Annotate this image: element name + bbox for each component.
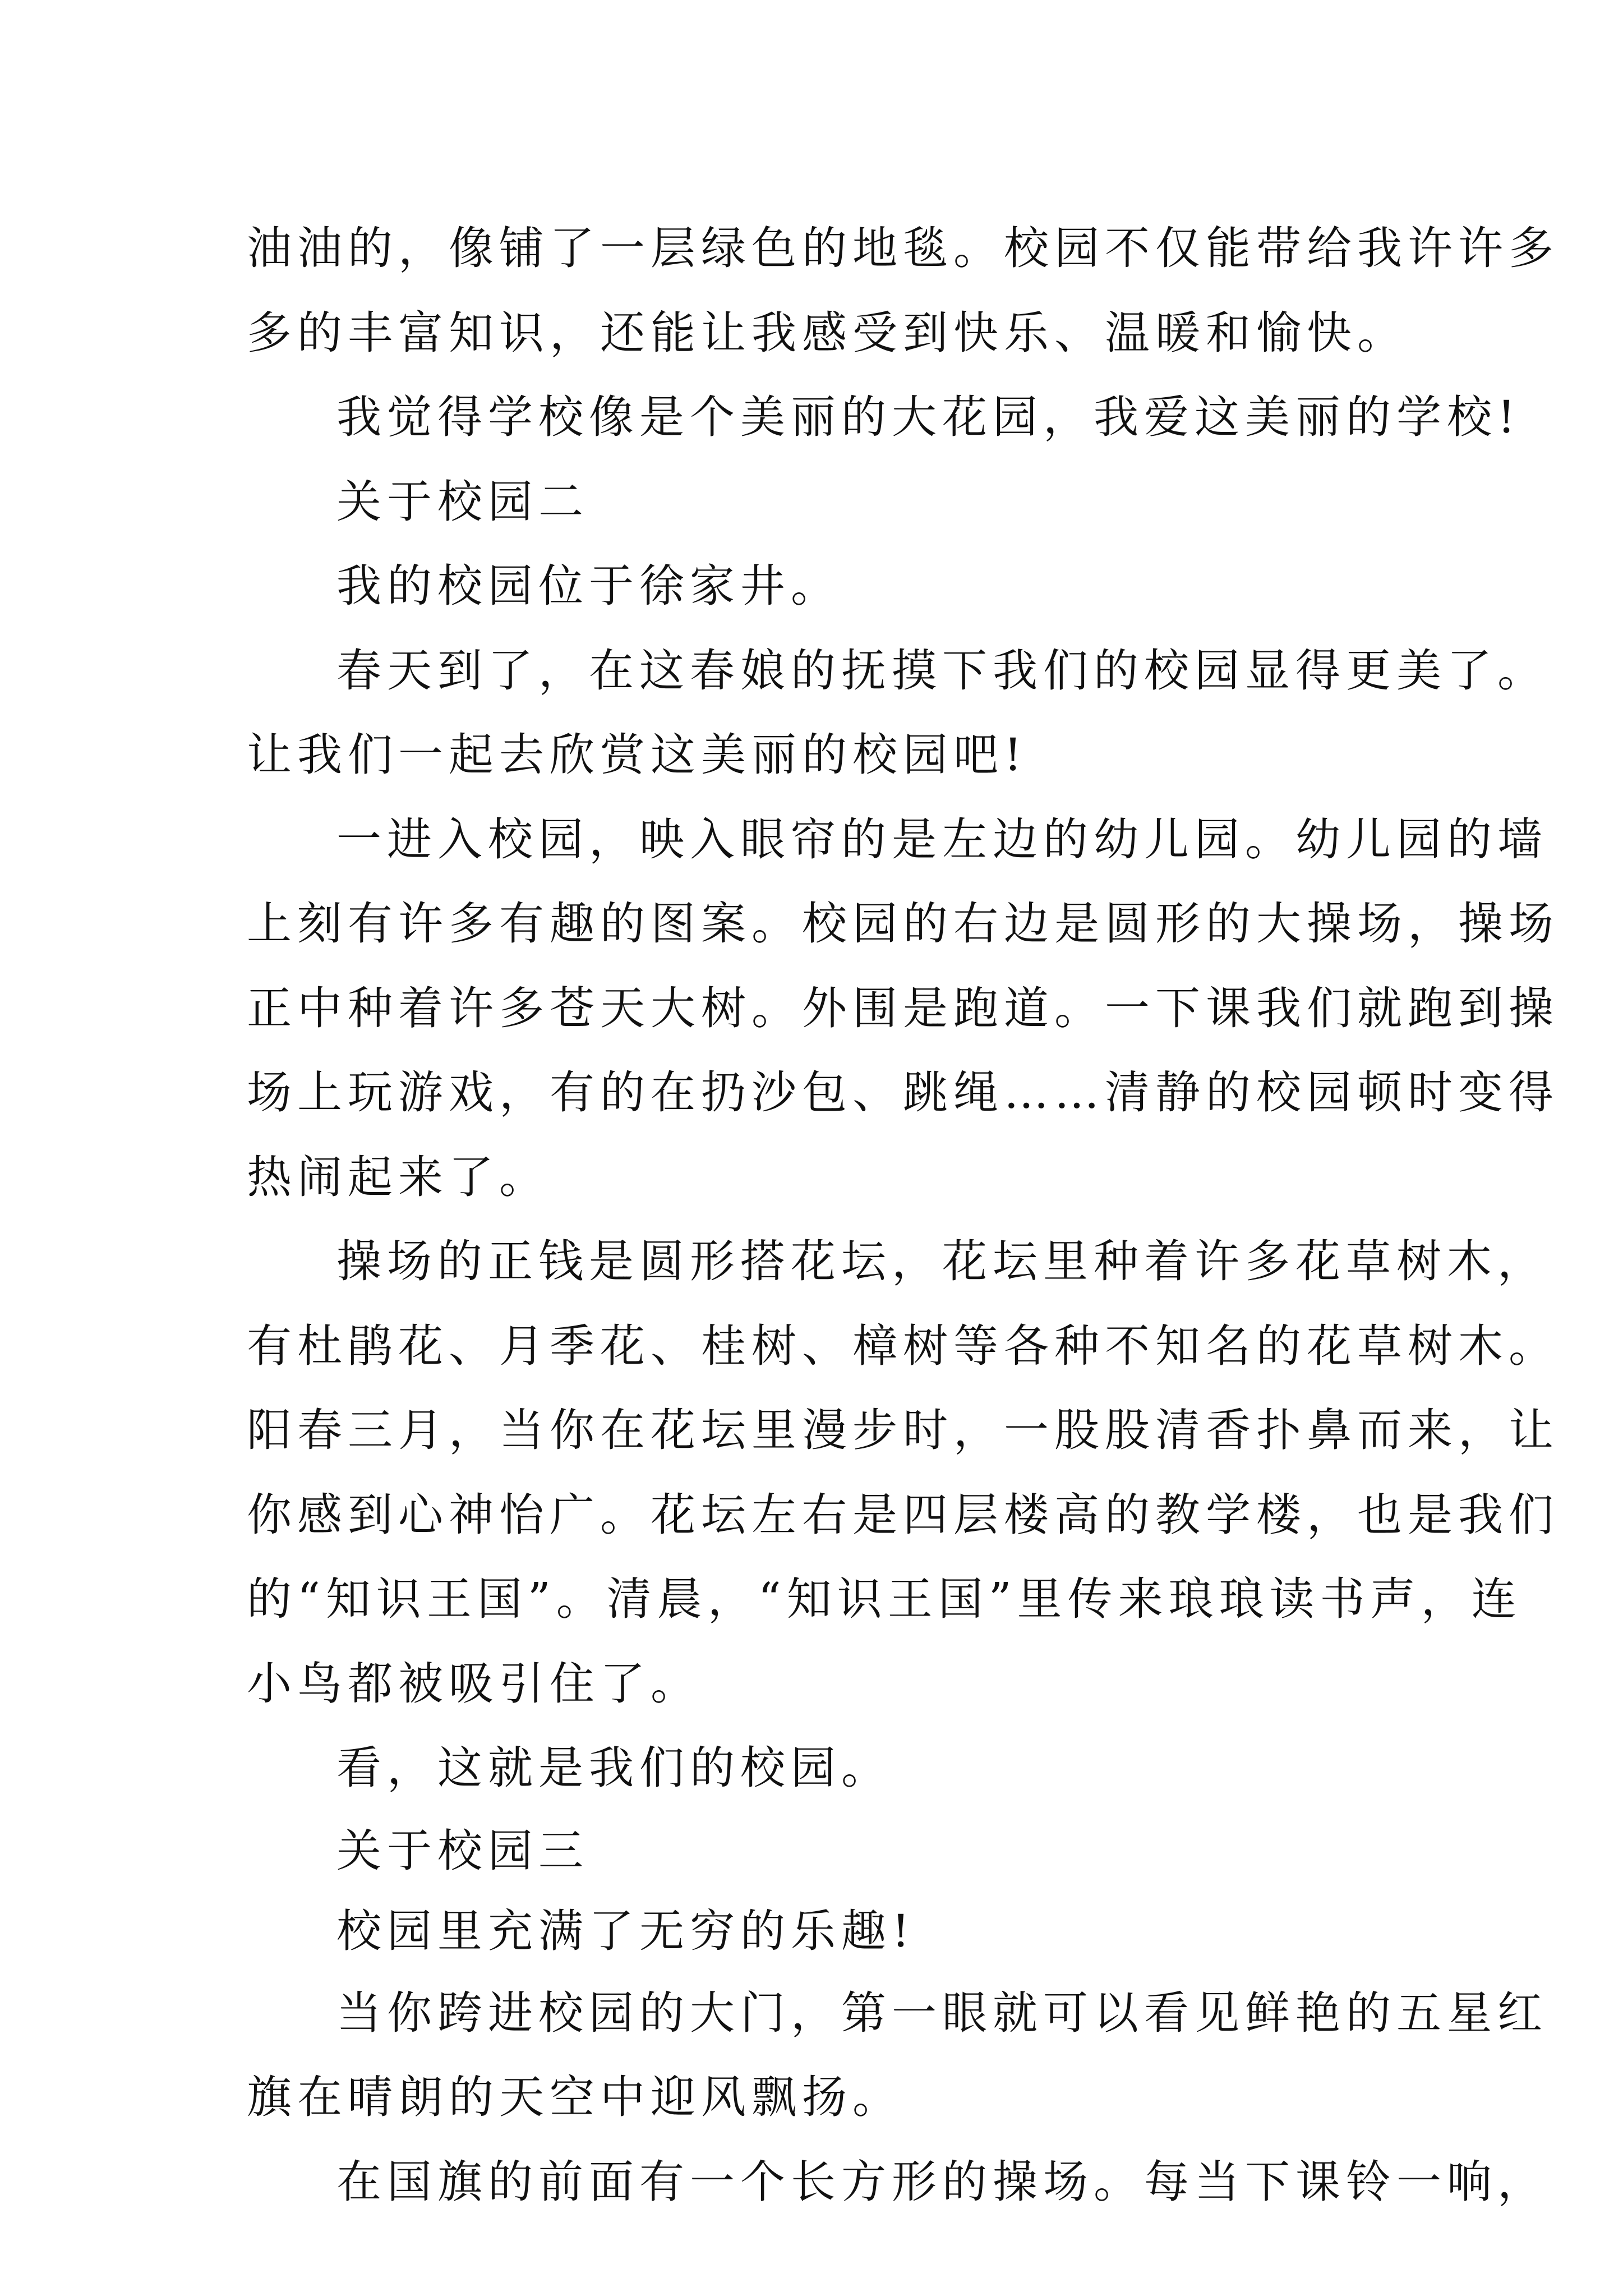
paragraph-line: 当你跨进校园的大门，第一眼就可以看见鲜艳的五星红 (336, 1986, 1548, 2039)
text-line: 有杜鹃花、月季花、桂树、樟树等各种不知名的花草树木。 (247, 1319, 1559, 1372)
text-line: 正中种着许多苍天大树。外围是跑道。一下课我们就跑到操 (247, 982, 1559, 1034)
text-line: 场上玩游戏，有的在扔沙包、跳绳……清静的校园顿时变得 (247, 1066, 1559, 1119)
paragraph-line: 我觉得学校像是个美丽的大花园，我爱这美丽的学校! (336, 391, 1521, 443)
text-line: 旗在晴朗的天空中迎风飘扬。 (247, 2071, 903, 2123)
text-line: 你感到心神怡广。花坛左右是四层楼高的教学楼，也是我们 (247, 1488, 1559, 1541)
text-line: 油油的，像铺了一层绿色的地毯。校园不仅能带给我许许多 (247, 222, 1559, 274)
section-heading: 关于校园二 (336, 475, 589, 528)
text-line: 小鸟都被吸引住了。 (247, 1657, 701, 1710)
text-line: 阳春三月，当你在花坛里漫步时，一股股清香扑鼻而来，让 (247, 1404, 1559, 1456)
paragraph-line: 在国旗的前面有一个长方形的操场。每当下课铃一响， (336, 2155, 1548, 2208)
text-line: 热闹起来了。 (247, 1151, 550, 1203)
body-text (247, 206, 1559, 2224)
paragraph-line: 我的校园位于徐家井。 (336, 560, 841, 612)
text-line: 的“知识王国”。清晨，“知识王国”里传来琅琅读书声，连 (247, 1573, 1522, 1625)
paragraph-line: 校园里充满了无穷的乐趣! (336, 1904, 916, 1957)
paragraph-line: 一进入校园，映入眼帘的是左边的幼儿园。幼儿园的墙 (336, 813, 1548, 866)
paragraph-line: 看，这就是我们的校园。 (336, 1742, 892, 1794)
paragraph-line: 春天到了，在这春娘的抚摸下我们的校园显得更美了。 (336, 644, 1548, 697)
text-line: 多的丰富知识，还能让我感受到快乐、温暖和愉快。 (247, 306, 1408, 359)
text-line: 让我们一起去欣赏这美丽的校园吧! (247, 729, 1028, 781)
section-heading: 关于校园三 (336, 1824, 589, 1877)
paragraph-line: 操场的正钱是圆形搭花坛，花坛里种着许多花草树木， (336, 1235, 1548, 1287)
text-line: 上刻有许多有趣的图案。校园的右边是圆形的大操场，操场 (247, 898, 1559, 950)
